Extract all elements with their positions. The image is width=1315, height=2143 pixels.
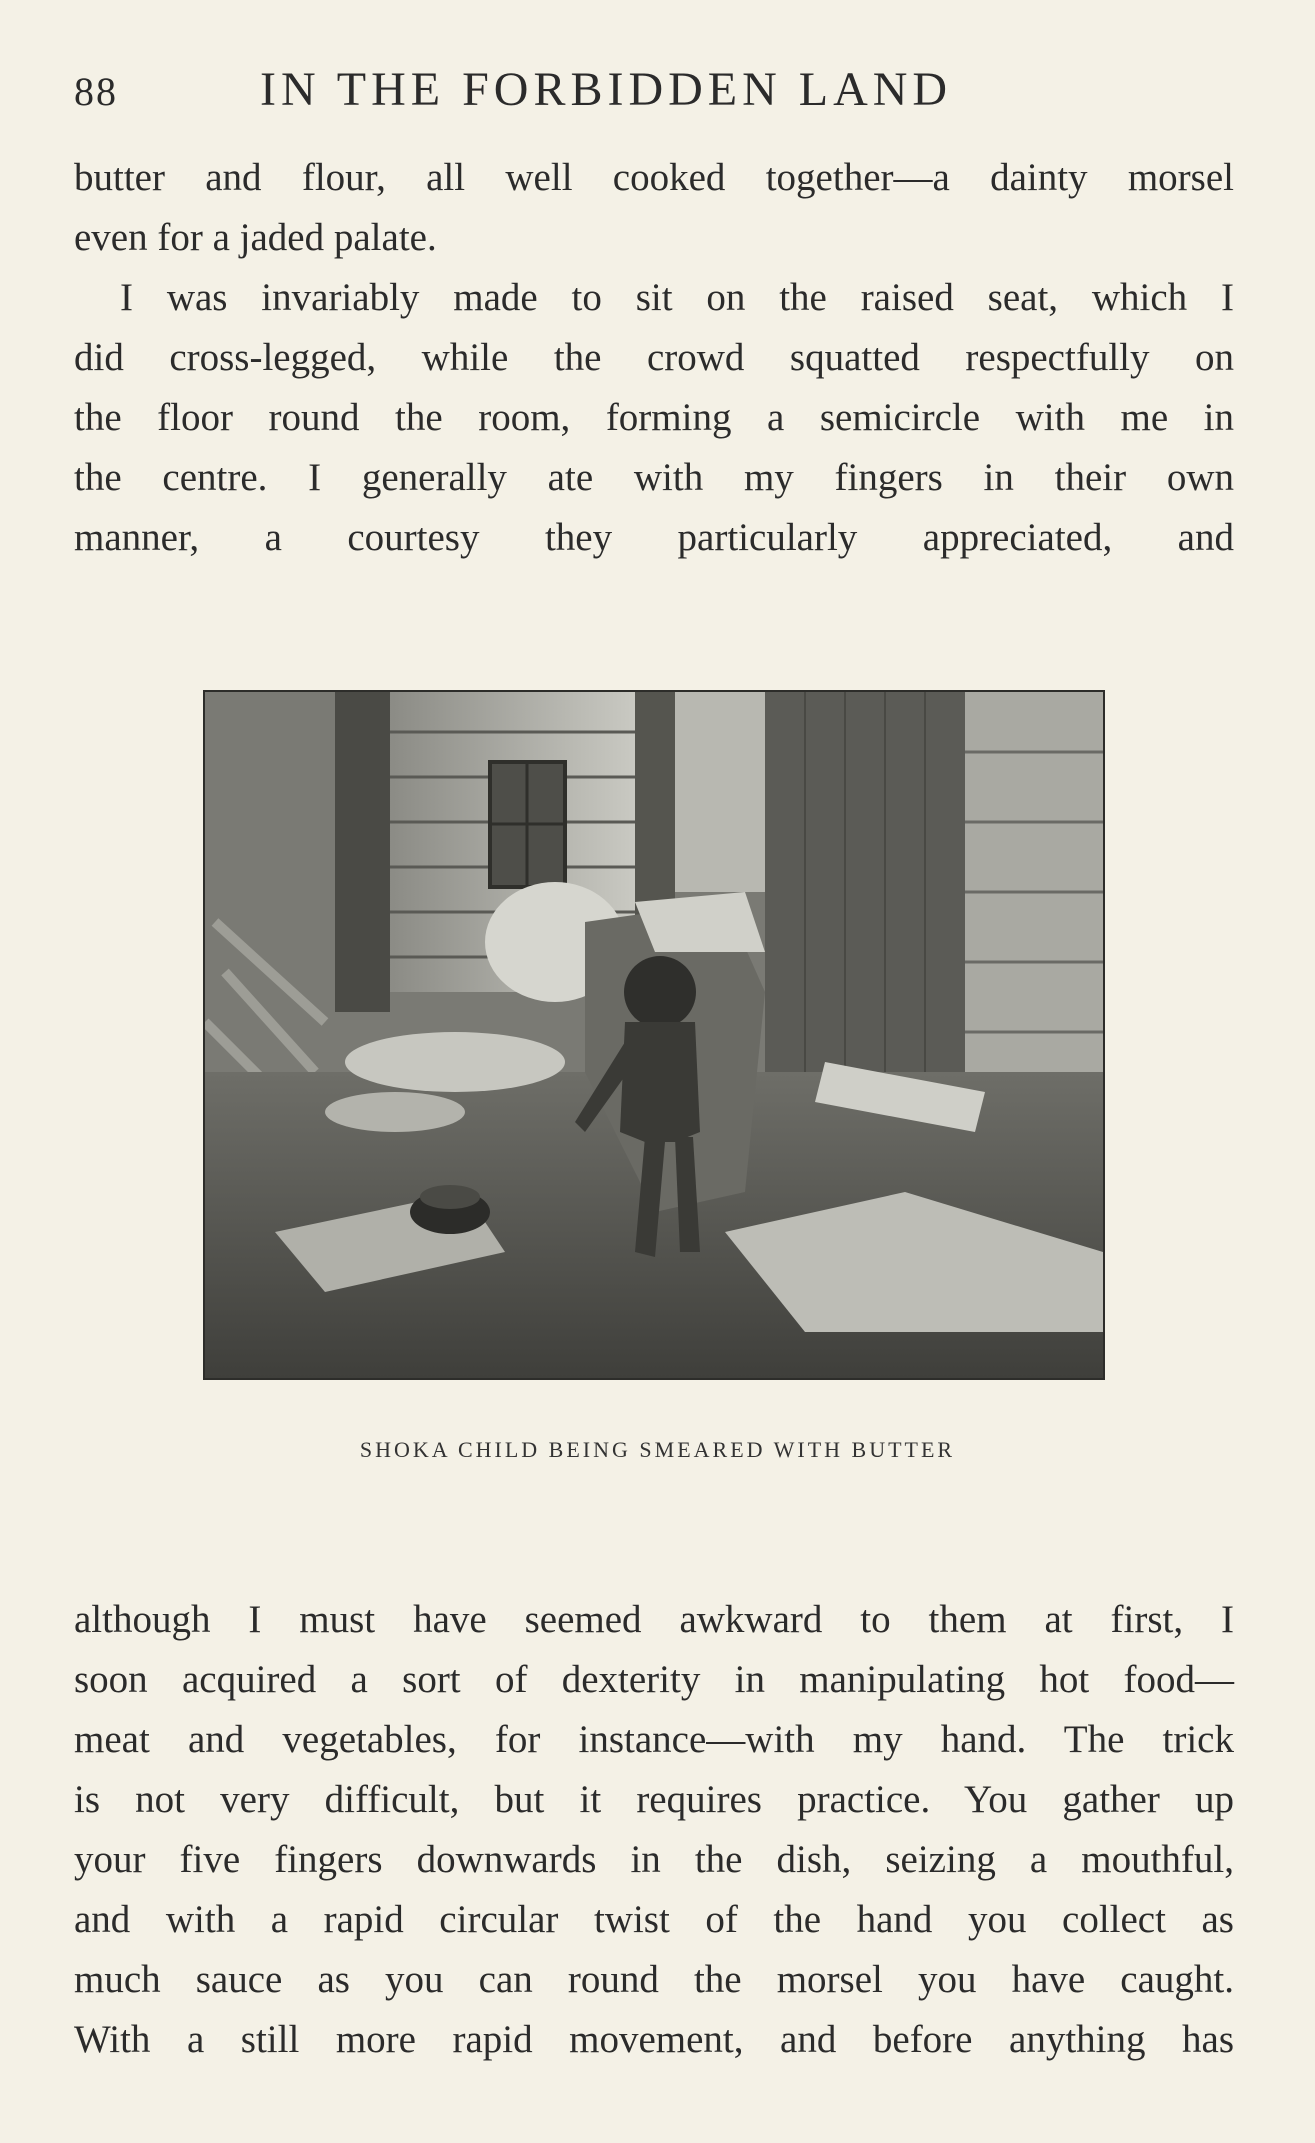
text-line: much sauce as you can round the morsel you have caught. [74, 1958, 1234, 2001]
text-line: and with a rapid circular twist of the hand you collect as [74, 1898, 1234, 1941]
text-line: butter and flour, all well cooked together—a dainty morsel [74, 156, 1234, 199]
text-line: although I must have seemed awkward to them at first, I [74, 1598, 1234, 1641]
text-line: manner, a courtesy they particularly appreciated, and [74, 516, 1234, 559]
paragraph-2 [74, 268, 1234, 568]
paragraph-3 [74, 1590, 1234, 2070]
photograph-illustration [203, 690, 1105, 1380]
text-line: did cross-legged, while the crowd squatted respectfully on [74, 336, 1234, 379]
text-line: even for a jaded palate. [74, 216, 437, 259]
photograph-drawing [205, 692, 1103, 1378]
figure-caption: SHOKA CHILD BEING SMEARED WITH BUTTER [359, 1437, 956, 1462]
text-line: the centre. I generally ate with my fingers in their own [74, 456, 1234, 499]
text-line: the floor round the room, forming a semicircle with me in [74, 396, 1234, 439]
text-line: meat and vegetables, for instance—with my hand. The trick [74, 1718, 1234, 1761]
page-header [74, 62, 1234, 122]
paragraph-1 [74, 148, 1234, 268]
text-line: With a still more rapid movement, and before anything has [74, 2018, 1234, 2061]
text-line: soon acquired a sort of dexterity in manipulating hot food— [74, 1658, 1234, 1701]
text-line: your five fingers downwards in the dish, seizing a mouthful, [74, 1838, 1234, 1881]
page-number: 88 [74, 69, 118, 114]
text-line: is not very difficult, but it requires practice. You gather up [74, 1778, 1234, 1821]
running-title: IN THE FORBIDDEN LAND [260, 63, 953, 116]
text-line: I was invariably made to sit on the raised seat, which I [120, 276, 1234, 319]
